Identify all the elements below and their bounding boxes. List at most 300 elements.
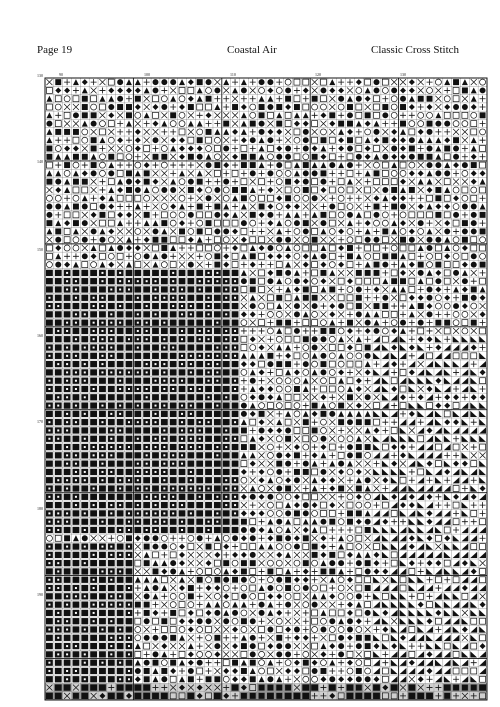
stitch-symbol: [285, 419, 291, 425]
stitch-symbol: [365, 286, 371, 292]
stitch-symbol: [73, 460, 80, 466]
stitch-symbol: [347, 436, 353, 442]
stitch-symbol: [205, 527, 212, 533]
stitch-symbol: [134, 378, 141, 384]
stitch-symbol: [223, 320, 230, 326]
stitch-symbol: [382, 643, 389, 649]
stitch-symbol: [400, 394, 406, 400]
stitch-symbol: [259, 369, 265, 375]
stitch-symbol: [347, 262, 353, 268]
stitch-symbol: [206, 162, 212, 168]
stitch-symbol: [347, 195, 353, 201]
stitch-symbol: [117, 369, 124, 375]
stitch-symbol: [64, 386, 71, 392]
stitch-symbol: [471, 510, 477, 516]
stitch-symbol: [382, 427, 388, 433]
stitch-symbol: [259, 444, 265, 450]
stitch-symbol: [144, 635, 150, 641]
stitch-symbol: [267, 146, 273, 152]
stitch-symbol: [64, 104, 70, 110]
stitch-symbol: [416, 684, 424, 692]
stitch-symbol: [391, 651, 398, 657]
stitch-symbol: [250, 519, 256, 525]
stitch-symbol: [46, 262, 52, 268]
stitch-symbol: [400, 386, 406, 392]
stitch-symbol: [81, 585, 88, 591]
stitch-symbol: [453, 212, 459, 218]
stitch-symbol: [188, 154, 194, 160]
stitch-symbol: [223, 137, 229, 143]
stitch-symbol: [417, 378, 424, 384]
stitch-symbol: [338, 270, 344, 276]
stitch-symbol: [214, 303, 221, 309]
stitch-symbol: [320, 627, 326, 633]
stitch-symbol: [241, 212, 247, 218]
stitch-symbol: [46, 336, 53, 342]
stitch-symbol: [338, 286, 344, 292]
stitch-symbol: [73, 262, 79, 268]
stitch-symbol: [400, 560, 407, 566]
stitch-symbol: [418, 676, 424, 682]
stitch-symbol: [276, 129, 282, 135]
stitch-symbol: [365, 419, 371, 425]
stitch-symbol: [64, 618, 71, 624]
stitch-symbol: [338, 519, 344, 525]
stitch-symbol: [55, 494, 62, 500]
stitch-symbol: [231, 684, 239, 692]
stitch-symbol: [259, 461, 265, 467]
stitch-symbol: [400, 253, 406, 259]
stitch-symbol: [135, 535, 141, 541]
stitch-symbol: [312, 87, 318, 93]
stitch-symbol: [320, 419, 326, 425]
stitch-symbol: [82, 129, 88, 135]
stitch-symbol: [471, 286, 477, 292]
stitch-symbol: [365, 660, 371, 666]
stitch-symbol: [232, 344, 239, 350]
stitch-symbol: [356, 353, 362, 359]
stitch-symbol: [73, 245, 79, 251]
stitch-symbol: [363, 684, 371, 692]
stitch-symbol: [46, 162, 52, 168]
stitch-symbol: [400, 601, 407, 607]
stitch-symbol: [417, 460, 424, 466]
stitch-symbol: [400, 519, 406, 525]
stitch-symbol: [73, 577, 80, 583]
stitch-symbol: [152, 286, 159, 292]
stitch-symbol: [117, 601, 124, 607]
stitch-symbol: [312, 212, 318, 218]
stitch-symbol: [462, 320, 468, 326]
stitch-symbol: [400, 96, 406, 102]
stitch-symbol: [241, 96, 247, 102]
stitch-symbol: [108, 460, 115, 466]
stitch-symbol: [90, 311, 97, 317]
stitch-symbol: [303, 552, 309, 558]
stitch-symbol: [303, 311, 309, 317]
stitch-symbol: [232, 610, 238, 616]
stitch-symbol: [143, 386, 150, 392]
stitch-symbol: [435, 121, 441, 127]
stitch-symbol: [417, 618, 424, 624]
stitch-symbol: [427, 494, 433, 500]
stitch-symbol: [197, 170, 203, 176]
stitch-symbol: [135, 643, 141, 649]
stitch-symbol: [179, 286, 186, 292]
stitch-symbol: [391, 543, 398, 549]
stitch-symbol: [214, 262, 220, 268]
stitch-symbol: [55, 535, 61, 541]
stitch-symbol: [365, 228, 371, 234]
stitch-symbol: [374, 643, 380, 649]
stitch-symbol: [64, 295, 71, 301]
stitch-symbol: [170, 394, 177, 400]
stitch-symbol: [356, 237, 362, 243]
stitch-symbol: [46, 295, 53, 301]
stitch-symbol: [179, 311, 186, 317]
stitch-symbol: [329, 369, 335, 375]
stitch-symbol: [382, 527, 389, 533]
stitch-symbol: [214, 361, 221, 367]
stitch-symbol: [108, 469, 115, 475]
stitch-symbol: [373, 635, 380, 641]
stitch-symbol: [338, 262, 344, 268]
stitch-symbol: [214, 527, 221, 533]
stitch-symbol: [205, 278, 212, 284]
stitch-symbol: [196, 519, 203, 525]
stitch-symbol: [276, 568, 282, 574]
stitch-symbol: [267, 585, 273, 591]
stitch-symbol: [64, 543, 71, 549]
stitch-symbol: [303, 170, 309, 176]
stitch-symbol: [55, 344, 62, 350]
stitch-symbol: [188, 568, 194, 574]
stitch-symbol: [338, 560, 344, 566]
stitch-symbol: [478, 684, 486, 692]
stitch-symbol: [259, 602, 265, 608]
stitch-symbol: [347, 253, 353, 259]
stitch-symbol: [365, 552, 371, 558]
pattern-title: Coastal Air: [227, 44, 277, 56]
stitch-symbol: [259, 345, 265, 351]
stitch-symbol: [444, 552, 451, 558]
stitch-symbol: [64, 676, 71, 682]
stitch-symbol: [347, 162, 353, 168]
stitch-symbol: [427, 162, 433, 168]
stitch-symbol: [108, 129, 114, 135]
stitch-symbol: [161, 129, 167, 135]
stitch-symbol: [223, 104, 229, 110]
stitch-symbol: [153, 195, 159, 201]
stitch-symbol: [90, 386, 97, 392]
stitch-symbol: [435, 286, 441, 292]
stitch-symbol: [117, 353, 124, 359]
stitch-symbol: [134, 444, 141, 450]
stitch-symbol: [374, 121, 380, 127]
stitch-symbol: [72, 684, 80, 692]
stitch-symbol: [374, 237, 380, 243]
stitch-symbol: [153, 651, 159, 657]
stitch-symbol: [179, 593, 185, 599]
stitch-symbol: [338, 311, 344, 317]
stitch-symbol: [73, 204, 79, 210]
stitch-symbol: [250, 228, 256, 234]
stitch-symbol: [453, 452, 459, 458]
stitch-symbol: [250, 618, 256, 624]
stitch-symbol: [373, 660, 380, 666]
stitch-symbol: [356, 195, 362, 201]
stitch-symbol: [179, 660, 185, 666]
stitch-symbol: [232, 311, 239, 317]
stitch-symbol: [55, 129, 61, 135]
stitch-symbol: [462, 121, 468, 127]
stitch-symbol: [259, 179, 265, 185]
stitch-symbol: [126, 303, 133, 309]
stitch-symbol: [417, 552, 424, 558]
stitch-symbol: [223, 452, 230, 458]
stitch-symbol: [126, 253, 132, 259]
stitch-symbol: [285, 286, 291, 292]
stitch-symbol: [90, 411, 97, 417]
stitch-symbol: [188, 137, 194, 143]
stitch-symbol: [82, 253, 88, 259]
stitch-symbol: [126, 154, 132, 160]
stitch-symbol: [144, 104, 150, 110]
stitch-symbol: [259, 336, 265, 342]
stitch-symbol: [117, 245, 123, 251]
stitch-symbol: [170, 195, 176, 201]
stitch-symbol: [232, 519, 239, 525]
stitch-symbol: [143, 394, 150, 400]
stitch-symbol: [214, 477, 221, 483]
stitch-symbol: [267, 336, 273, 342]
stitch-symbol: [391, 403, 397, 409]
stitch-symbol: [391, 676, 398, 682]
stitch-symbol: [276, 602, 282, 608]
stitch-symbol: [356, 494, 362, 500]
stitch-symbol: [117, 519, 124, 525]
stitch-symbol: [470, 411, 477, 417]
stitch-symbol: [108, 286, 115, 292]
stitch-symbol: [46, 79, 52, 85]
stitch-symbol: [144, 87, 150, 93]
stitch-symbol: [99, 311, 106, 317]
stitch-symbol: [365, 444, 371, 450]
stitch-symbol: [347, 378, 353, 384]
stitch-symbol: [73, 552, 80, 558]
stitch-symbol: [435, 245, 441, 251]
stitch-symbol: [90, 361, 97, 367]
stitch-symbol: [356, 112, 362, 118]
stitch-symbol: [232, 494, 239, 500]
stitch-symbol: [453, 303, 459, 309]
stitch-symbol: [347, 560, 353, 566]
stitch-symbol: [223, 262, 229, 268]
stitch-symbol: [73, 179, 79, 185]
stitch-symbol: [365, 253, 371, 259]
stitch-symbol: [435, 87, 441, 93]
stitch-symbol: [400, 585, 406, 591]
stitch-symbol: [462, 353, 468, 359]
stitch-symbol: [320, 146, 326, 152]
stitch-symbol: [206, 204, 212, 210]
stitch-symbol: [64, 96, 70, 102]
stitch-symbol: [259, 593, 265, 599]
stitch-symbol: [144, 593, 150, 599]
stitch-symbol: [374, 568, 380, 574]
stitch-symbol: [187, 519, 194, 525]
stitch-symbol: [444, 560, 450, 566]
stitch-symbol: [197, 610, 203, 616]
stitch-symbol: [134, 344, 141, 350]
stitch-symbol: [391, 187, 397, 193]
stitch-symbol: [356, 444, 362, 450]
stitch-symbol: [471, 187, 477, 193]
stitch-symbol: [153, 245, 159, 251]
stitch-symbol: [338, 494, 344, 500]
stitch-symbol: [55, 660, 62, 666]
stitch-symbol: [55, 394, 62, 400]
stitch-symbol: [232, 535, 238, 541]
stitch-symbol: [329, 303, 335, 309]
stitch-symbol: [303, 204, 309, 210]
stitch-symbol: [126, 245, 132, 251]
stitch-symbol: [435, 544, 441, 550]
stitch-symbol: [117, 253, 123, 259]
stitch-symbol: [232, 485, 239, 491]
stitch-symbol: [479, 353, 486, 359]
stitch-symbol: [320, 602, 326, 608]
stitch-symbol: [90, 618, 97, 624]
stitch-symbol: [73, 162, 79, 168]
stitch-symbol: [135, 228, 141, 234]
stitch-symbol: [347, 179, 353, 185]
stitch-symbol: [135, 146, 141, 152]
stitch-symbol: [479, 585, 486, 591]
stitch-symbol: [267, 170, 273, 176]
stitch-symbol: [117, 643, 124, 649]
stitch-symbol: [470, 601, 477, 607]
stitch-symbol: [356, 154, 362, 160]
stitch-symbol: [187, 386, 194, 392]
stitch-symbol: [400, 494, 407, 500]
stitch-symbol: [170, 610, 176, 616]
stitch-symbol: [470, 336, 477, 342]
stitch-symbol: [409, 154, 415, 160]
stitch-symbol: [479, 651, 486, 657]
stitch-symbol: [64, 328, 71, 334]
stitch-symbol: [391, 286, 397, 292]
stitch-symbol: [453, 369, 459, 375]
stitch-symbol: [249, 684, 257, 692]
stitch-symbol: [338, 378, 344, 384]
stitch-symbol: [55, 104, 61, 110]
stitch-symbol: [400, 320, 406, 326]
stitch-symbol: [426, 502, 433, 508]
stitch-symbol: [400, 245, 406, 251]
stitch-symbol: [223, 286, 230, 292]
stitch-symbol: [223, 502, 230, 508]
stitch-symbol: [285, 187, 291, 193]
stitch-symbol: [391, 295, 397, 301]
stitch-symbol: [461, 369, 468, 375]
stitch-symbol: [285, 162, 291, 168]
stitch-symbol: [462, 220, 468, 226]
stitch-symbol: [320, 345, 326, 351]
stitch-symbol: [338, 544, 344, 550]
stitch-symbol: [338, 278, 344, 284]
stitch-symbol: [453, 660, 460, 666]
stitch-symbol: [117, 303, 124, 309]
stitch-symbol: [117, 344, 124, 350]
stitch-symbol: [267, 552, 273, 558]
stitch-symbol: [117, 543, 124, 549]
stitch-symbol: [197, 585, 203, 591]
stitch-symbol: [144, 220, 150, 226]
stitch-symbol: [329, 146, 335, 152]
stitch-symbol: [46, 427, 53, 433]
stitch-symbol: [90, 427, 97, 433]
stitch-symbol: [214, 427, 221, 433]
stitch-symbol: [425, 692, 433, 700]
stitch-symbol: [417, 577, 424, 583]
stitch-symbol: [231, 692, 239, 700]
stitch-symbol: [170, 535, 176, 541]
stitch-symbol: [267, 477, 273, 483]
stitch-symbol: [187, 295, 194, 301]
stitch-symbol: [453, 593, 460, 599]
stitch-symbol: [374, 627, 380, 633]
stitch-symbol: [73, 137, 79, 143]
stitch-symbol: [417, 353, 424, 359]
stitch-symbol: [427, 336, 433, 342]
stitch-symbol: [134, 353, 141, 359]
stitch-symbol: [170, 79, 176, 85]
stitch-symbol: [161, 336, 168, 342]
stitch-symbol: [444, 253, 450, 259]
stitch-symbol: [126, 452, 133, 458]
stitch-symbol: [427, 618, 433, 624]
stitch-symbol: [232, 386, 239, 392]
stitch-symbol: [453, 237, 459, 243]
stitch-symbol: [365, 154, 371, 160]
stitch-symbol: [427, 510, 433, 516]
stitch-symbol: [90, 494, 97, 500]
stitch-symbol: [73, 386, 80, 392]
stitch-symbol: [320, 618, 326, 624]
stitch-symbol: [197, 544, 203, 550]
stitch-symbol: [232, 593, 238, 599]
stitch-symbol: [285, 104, 291, 110]
stitch-symbol: [480, 486, 486, 492]
stitch-symbol: [285, 627, 291, 633]
stitch-symbol: [126, 419, 133, 425]
stitch-symbol: [126, 618, 133, 624]
stitch-symbol: [276, 146, 282, 152]
stitch-symbol: [365, 469, 371, 475]
stitch-symbol: [400, 369, 406, 375]
stitch-symbol: [373, 378, 380, 384]
stitch-symbol: [356, 502, 362, 508]
stitch-symbol: [374, 212, 380, 218]
stitch-symbol: [426, 552, 433, 558]
stitch-symbol: [144, 602, 150, 608]
stitch-symbol: [435, 204, 441, 210]
stitch-symbol: [126, 568, 133, 574]
stitch-symbol: [444, 295, 450, 301]
stitch-symbol: [267, 469, 273, 475]
stitch-symbol: [303, 121, 309, 127]
